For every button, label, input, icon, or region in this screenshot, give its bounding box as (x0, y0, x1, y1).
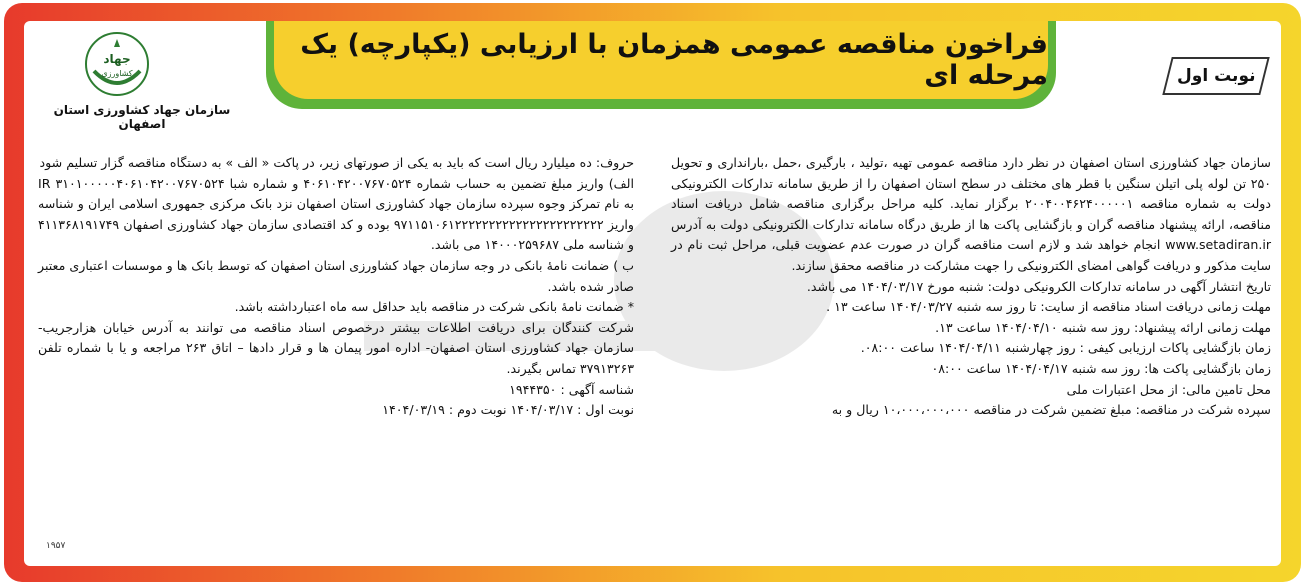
option-a-paragraph: الف) واریز مبلغ تضمین به حساب شماره ۴۰۶۱۰۴۲۰۰۷۶۷۰۵۲۴ و شماره شبا IR ۳۱۰۱۰۰۰۰۰۴۰۶۱۰۴۲۰۰۷۶۷۰۵۲۴ به نام تمرکز وجوه سپرده سازمان جهاد کشاورزی استان اصفهان نزد بانک مرکزی جمهوری اسلامی ایران و شناسه واریز ۹۷۱۱۵۱۰۶۱۲۲۲۲۲۲۲۲۲۲۲۲۲۲۲۲۲۲۲۲۲۲ بوده و کد اقتصادی سازمان جهاد کشاورزی اصفهان ۴۱۱۳۶۸۱۹۱۷۴۹ و شناسه ملی ۱۴۰۰۰۲۵۹۶۸۷ می باشد. (38, 175, 634, 253)
guarantee-validity-note: * ضمانت نامهٔ بانکی شرکت در مناقصه باید حداقل سه ماه اعتبارداشته باشد. (234, 299, 634, 315)
deposit-continuation: حروف: ده میلیارد ریال است که باید به یکی از صورتهای زیر، در پاکت « الف » به دستگاه مناقصه گزار تسلیم شود (39, 155, 634, 170)
right-text-column (671, 153, 1271, 421)
intro-paragraph: سازمان جهاد کشاورزی استان اصفهان در نظر دارد مناقصه عمومی تهیه ،تولید ، بارگیری ،حمل ،بارانداری و تحویل ۲۵۰ تن لوله پلی اتیلن سنگین با قطر های مختلف در سطح استان اصفهان را از طریق سامانه تدارکات الکترونیکی دولت به شماره مناقصه ۲۰۰۴۰۰۴۶۲۴۰۰۰۰۰۱ برگزار نماید. کلیه مراحل برگزاری مناقصه شامل دریافت اسناد مناقصه، ارائه پیشنهاد مناقصه گران و بازگشایی پاکت ها از طریق درگاه سامانه تدارکات الکترونیکی دولت به آدرس www.setadiran.ir انجام خواهد شد و لازم است مناقصه گران در صورت عدم عضویت قبلی، مراحل ثبت نام در سایت مذکور و دریافت گواهی امضای الکترونیکی را جهت مشارکت در مناقصه محقق سازند. (671, 155, 1271, 273)
title-banner (274, 21, 1048, 99)
ad-frame (4, 3, 1301, 582)
left-text-column (38, 153, 634, 421)
logo-text-bottom: کشاورزی (101, 69, 133, 78)
page-title: فراخون مناقصه عمومی همزمان با ارزیابی (یکپارچه) یک مرحله ای (300, 29, 1048, 91)
proposal-deadline-line: مهلت زمانی ارائه پیشنهاد: روز سه شنبه ۱۴۰۴/۰۴/۱۰ ساعت ۱۳. (935, 319, 1271, 335)
issue-dates-line: نوبت اول : ۱۴۰۴/۰۳/۱۷ نوبت دوم : ۱۴۰۴/۰۳/۱۹ (382, 402, 634, 418)
funding-source-line: محل تامین مالی: از محل اعتبارات ملی (1066, 381, 1271, 397)
option-b-paragraph: ب ) ضمانت نامهٔ بانکی در وجه سازمان جهاد کشاورزی استان اصفهان که توسط بانک ها و موسسات اعتباری معتبر صادر شده باشد. (38, 257, 634, 294)
deposit-line: سپرده شرکت در مناقصه: مبلغ تضمین شرکت در مناقصه ۱۰،۰۰۰،۰۰۰،۰۰۰ ریال و به (831, 402, 1271, 418)
org-name: سازمان جهاد کشاورزی استان اصفهان (53, 103, 231, 131)
org-logo-icon (84, 31, 150, 97)
reference-number: ۱۹۵۷ (46, 541, 66, 551)
publish-date-line: تاریخ انتشار آگهی در سامانه تدارکات الکرونیکی دولت: شنبه مورخ ۱۴۰۴/۰۳/۱۷ می باشد. (806, 278, 1271, 294)
logo-text-top: جهاد (103, 52, 131, 66)
document-deadline-line: مهلت زمانی دریافت اسناد مناقصه از سایت: تا روز سه شنبه ۱۴۰۴/۰۳/۲۷ ساعت ۱۳ . (826, 299, 1271, 315)
quality-opening-line: زمان بازگشایی پاکات ارزیابی کیفی : روز چهارشنبه ۱۴۰۴/۰۴/۱۱ ساعت ۰۸:۰۰. (860, 340, 1271, 356)
contact-paragraph: شرکت کنندگان برای دریافت اطلاعات بیشتر درخصوص اسناد مناقصه می توانند به آدرس خیابان هزارجریب- سازمان جهاد کشاورزی استان اصفهان- اداره امور پیمان ها و قرار دادها – اتاق ۲۶۳ مراجعه و یا با شماره تلفن ۳۷۹۱۳۲۶۳ تماس بگیرند. (38, 319, 634, 376)
ad-body (24, 21, 1281, 566)
issue-badge (1162, 57, 1269, 95)
envelope-opening-line: زمان بازگشایی پاکت ها: روز سه شنبه ۱۴۰۴/۰۴/۱۷ ساعت ۰۸:۰۰ (931, 360, 1271, 376)
ad-id-line: شناسه آگهی : ۱۹۴۴۳۵۰ (509, 381, 634, 397)
issue-badge-label: نوبت اول (1176, 66, 1256, 86)
